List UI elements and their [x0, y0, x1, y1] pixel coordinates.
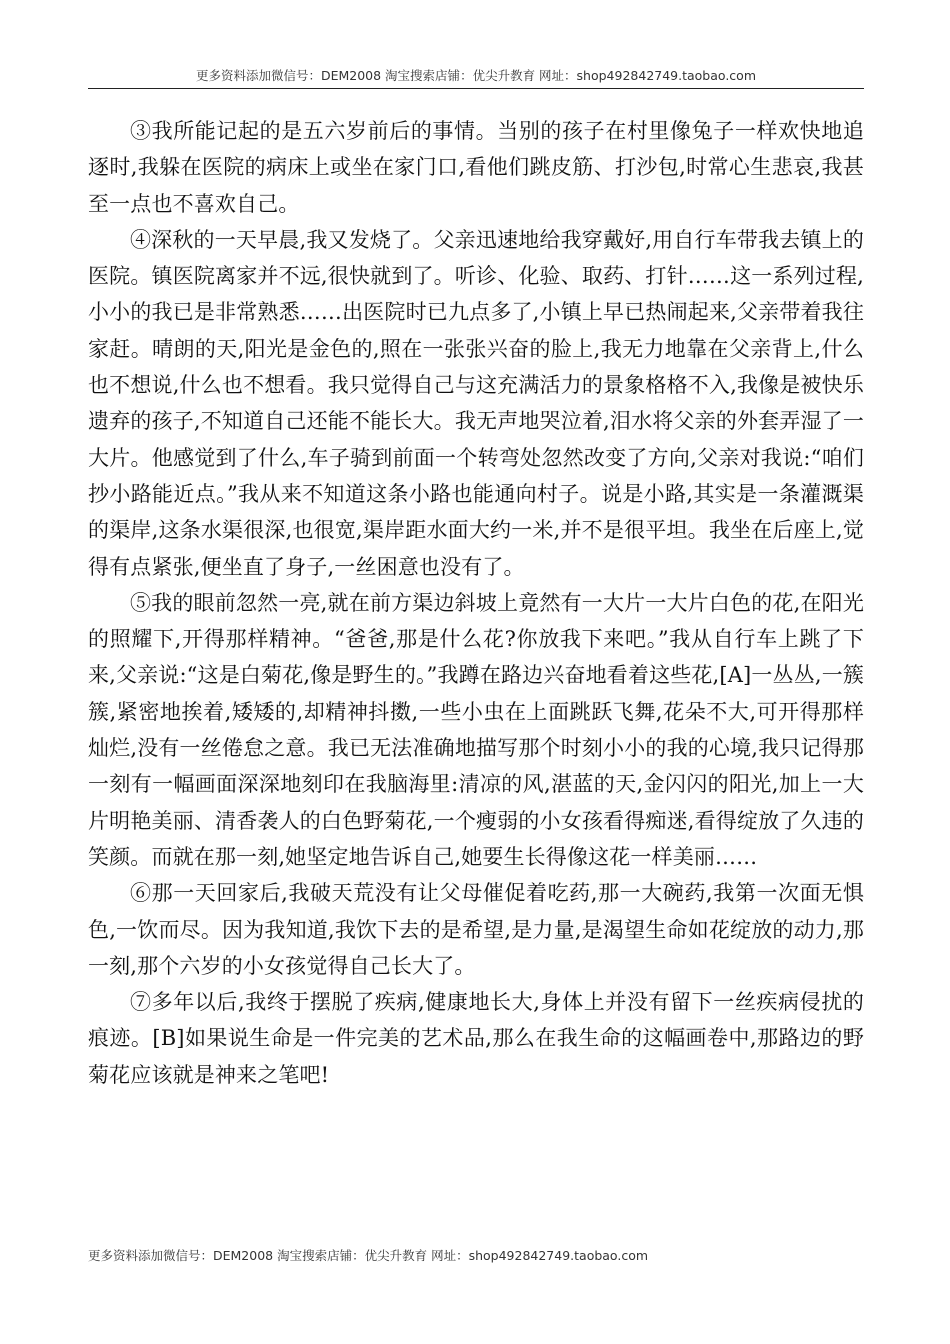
paragraph-7: ⑦多年以后,我终于摆脱了疾病,健康地长大,身体上并没有留下一丝疾病侵扰的痕迹。[B]如果说生命是一件完美的艺术品,那么在我生命的这幅画卷中,那路边的野菊花应该就是神来之笔吧! — [88, 990, 864, 1087]
article-body — [88, 113, 864, 1093]
page-header: 更多资料添加微信号：DEM2008 淘宝搜索店铺：优尖升教育 网址：shop492842749.taobao.com — [195, 68, 757, 83]
paragraph-6: ⑥那一天回家后,我破天荒没有让父母催促着吃药,那一大碗药,我第一次面无惧色,一饮而尽。因为我知道,我饮下去的是希望,是力量,是渴望生命如花绽放的动力,那一刻,那个六岁的小女孩觉得自己长大了。 — [88, 881, 864, 978]
paragraph-4: ④深秋的一天早晨,我又发烧了。父亲迅速地给我穿戴好,用自行车带我去镇上的医院。镇医院离家并不远,很快就到了。听诊、化验、取药、打针……这一系列过程,小小的我已是非常熟悉……出医院时已九点多了,小镇上早已热闹起来,父亲带着我往家赶。晴朗的天,阳光是金色的,照在一张张兴奋的脸上,我无力地靠在父亲背上,什么也不想说,什么也不想看。我只觉得自己与这充满活力的景象格格不入,我像是被快乐遗弃的孩子,不知道自己还能不能长大。我无声地哭泣着,泪水将父亲的外套弄湿了一大片。他感觉到了什么,车子骑到前面一个转弯处忽然改变了方向,父亲对我说:“咱们抄小路能近点。”我从来不知道这条小路也能通向村子。说是小路,其实是一条灌溉渠的渠岸,这条水渠很深,也很宽,渠岸距水面大约一米,并不是很平坦。我坐在后座上,觉得有点紧张,便坐直了身子,一丝困意也没有了。 — [88, 227, 864, 579]
paragraph-5: ⑤我的眼前忽然一亮,就在前方渠边斜坡上竟然有一大片一大片白色的花,在阳光的照耀下,开得那样精神。“爸爸,那是什么花?你放我下来吧。”我从自行车上跳了下来,父亲说:“这是白菊花,像是野生的。”我蹲在路边兴奋地看着这些花,[A]一丛丛,一簇簇,紧密地挨着,矮矮的,却精神抖擞,一些小虫在上面跳跃飞舞,花朵不大,可开得那样灿烂,没有一丝倦怠之意。我已无法准确地描写那个时刻小小的我的心境,我只记得那一刻有一幅画面深深地刻印在我脑海里:清凉的风,湛蓝的天,金闪闪的阳光,加上一大片明艳美丽、清香袭人的白色野菊花,一个瘦弱的小女孩看得痴迷,看得绽放了久违的笑颜。而就在那一刻,她坚定地告诉自己,她要生长得像这花一样美丽…… — [88, 590, 864, 869]
header-divider — [88, 88, 864, 89]
paragraph-3: ③我所能记起的是五六岁前后的事情。当别的孩子在村里像兔子一样欢快地追逐时,我躲在医院的病床上或坐在家门口,看他们跳皮筋、打沙包,时常心生悲哀,我甚至一点也不喜欢自己。 — [88, 119, 864, 216]
page-footer: 更多资料添加微信号：DEM2008 淘宝搜索店铺：优尖升教育 网址：shop492842749.taobao.com — [88, 1248, 649, 1263]
